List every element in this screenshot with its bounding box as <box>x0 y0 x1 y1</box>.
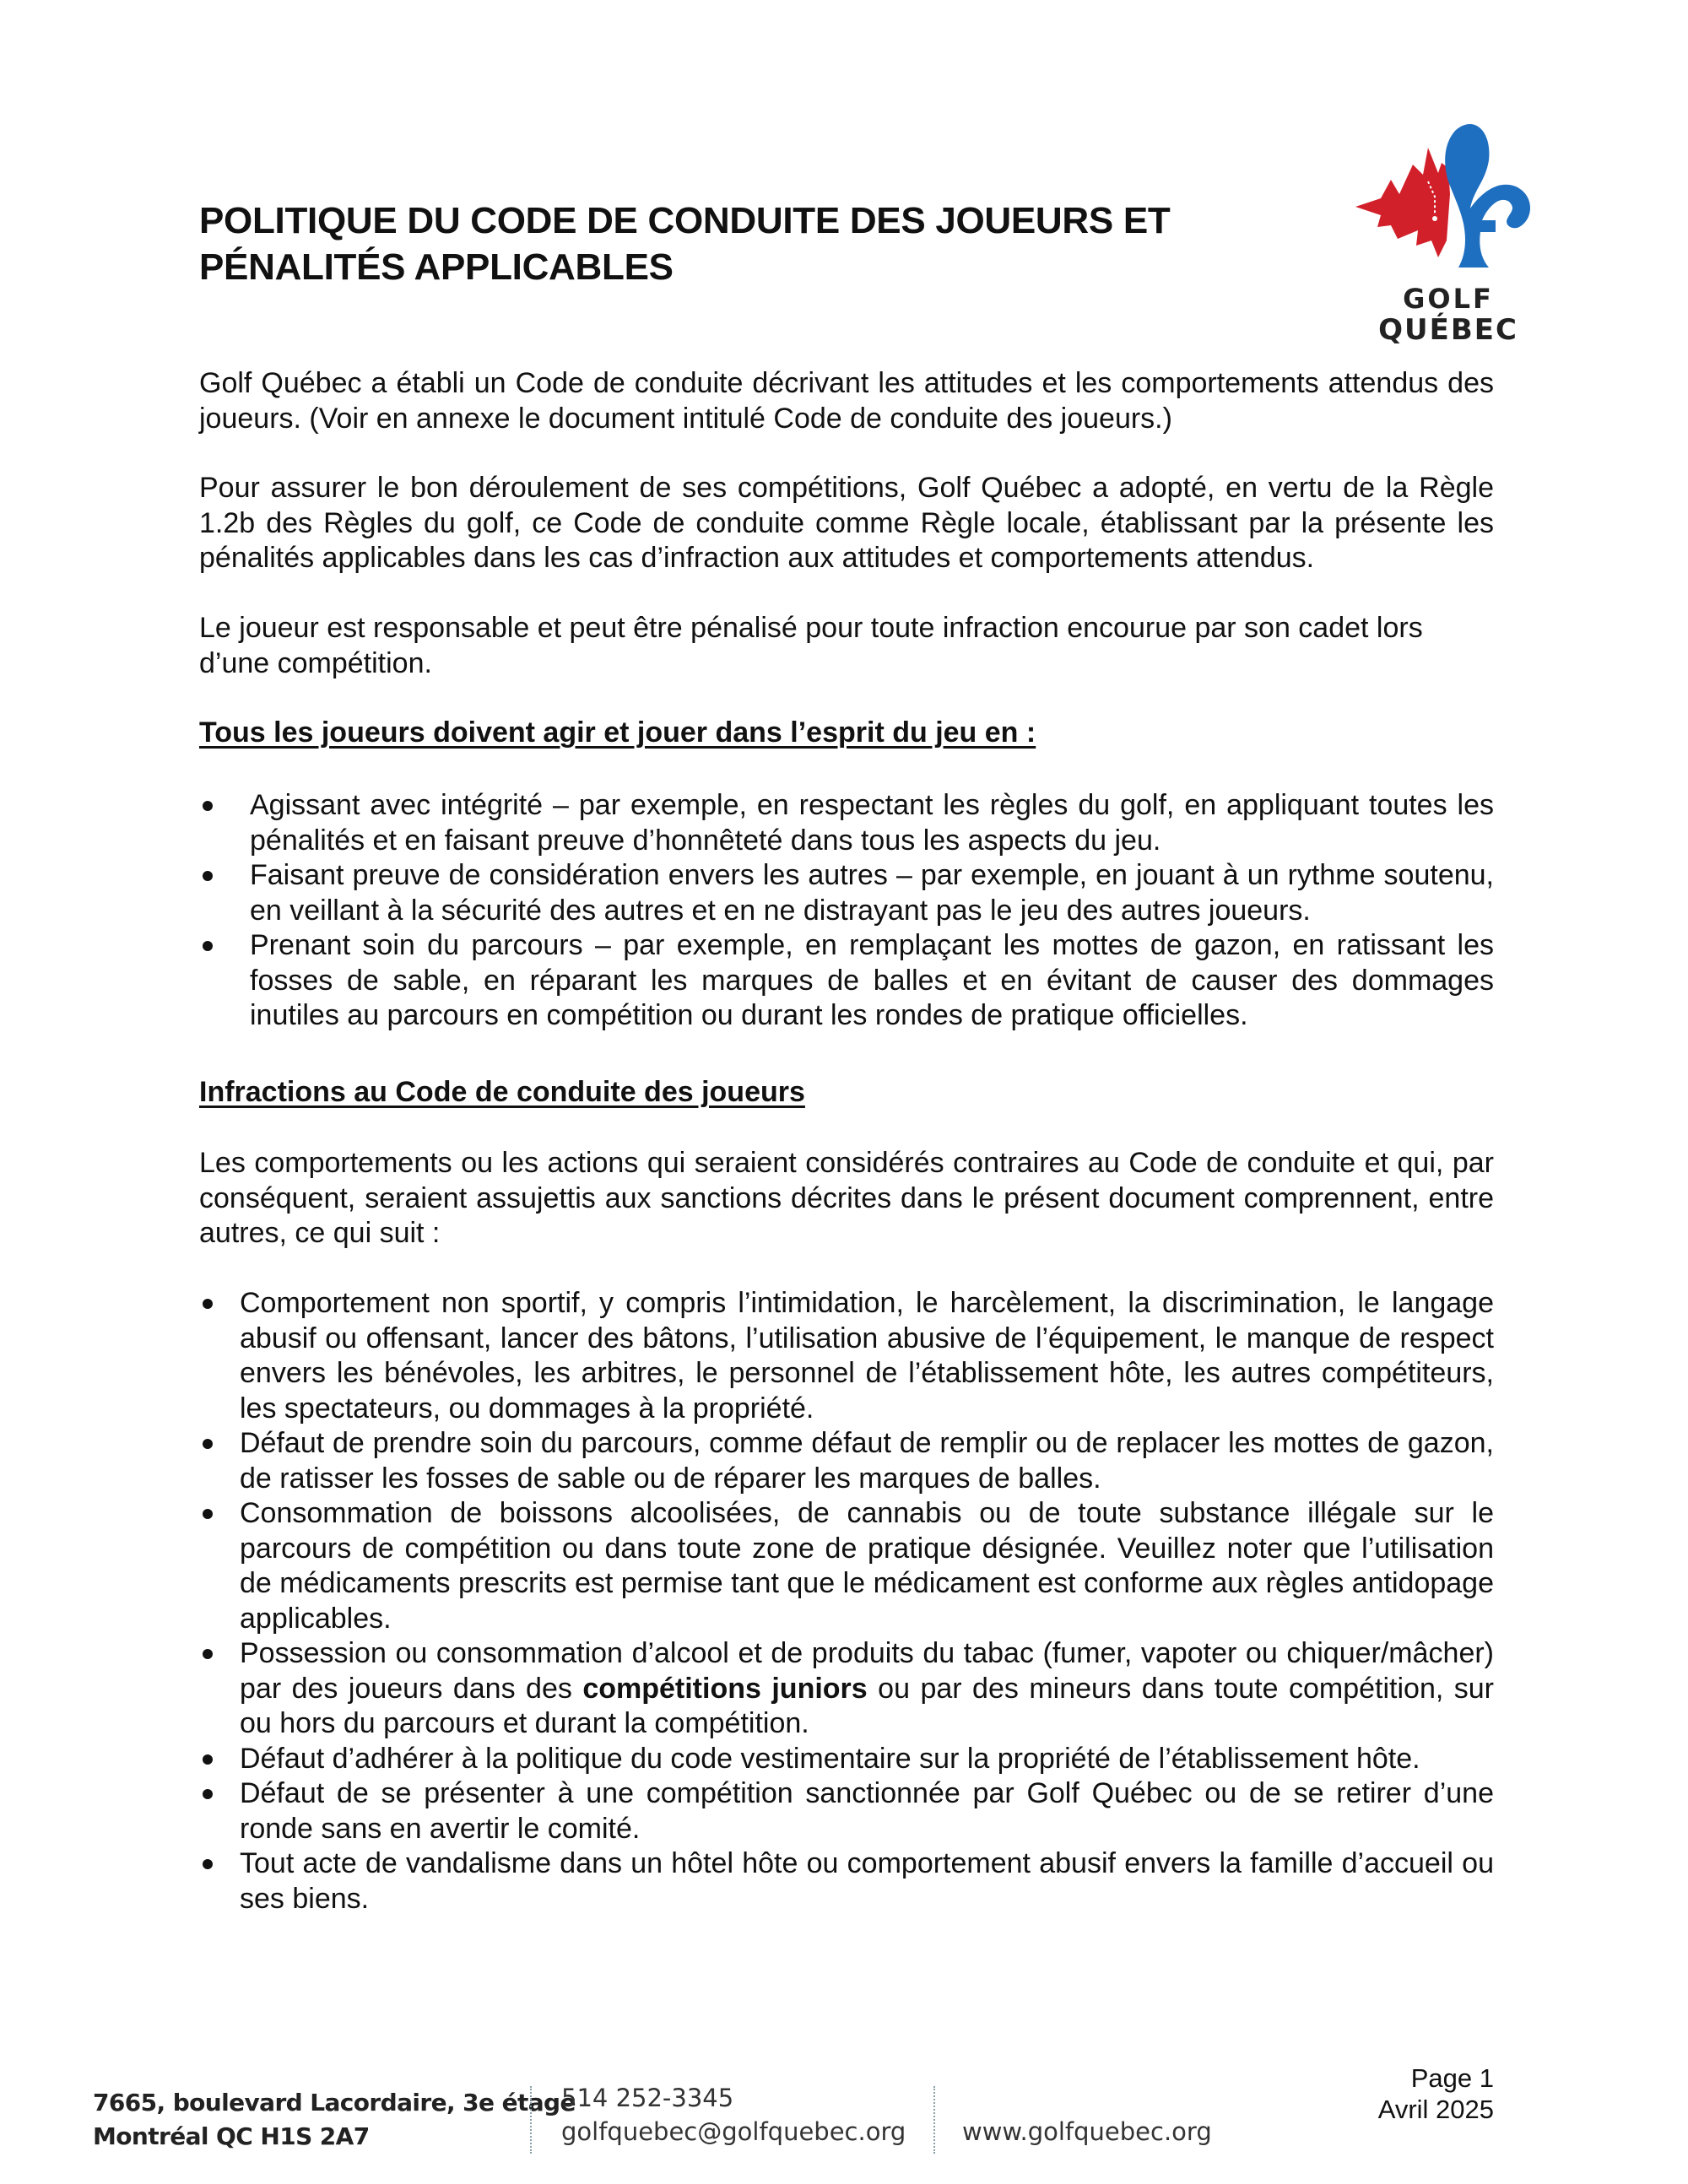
intro-text-3: Le joueur est responsable et peut être pénalisé pour toute infraction encourue par son cadet lors d’une compétition. <box>199 612 1423 679</box>
infractions-intro <box>199 1146 1494 1251</box>
footer-website-link[interactable]: www.golfquebec.org <box>962 2117 1212 2146</box>
list-item: Défaut de prendre soin du parcours, comme défaut de remplir ou de replacer les mottes de gazon, de ratisser les fosses de sable ou de réparer les marques de balles. <box>199 1426 1494 1496</box>
document-date: Avril 2025 <box>1377 2095 1494 2124</box>
address-line-1: 7665, boulevard Lacordaire, 3e étage <box>93 2089 576 2116</box>
bullet-icon <box>203 1509 213 1519</box>
list-item: Agissant avec intégrité – par exemple, en respectant les règles du golf, en appliquant toutes les pénalités et en faisant preuve d’honnêteté dans tous les aspects du jeu. <box>199 788 1494 858</box>
list-item: Comportement non sportif, y compris l’intimidation, le harcèlement, la discrimination, le langage abusif ou offensant, lancer des bâtons, l’utilisation abusive de l’équipement, le manque de respect envers les bénévoles, les arbitres, le personnel de l’établissement hôte, les autres compétiteurs, les spectateurs, ou dommages à la propriété. <box>199 1286 1494 1426</box>
infractions-bullet-list <box>199 1286 1494 1916</box>
section-heading-infractions <box>199 1075 1494 1111</box>
list-item: Tout acte de vandalisme dans un hôtel hôte ou comportement abusif envers la famille d’accueil ou ses biens. <box>199 1846 1494 1916</box>
footer-address <box>93 2086 576 2154</box>
intro-text-1: Golf Québec a établi un Code de conduite décrivant les attitudes et les comportements attendus des joueurs. (Voir en annexe le document intitulé Code de conduite des joueurs.) <box>199 367 1494 435</box>
intro-paragraph-3 <box>199 611 1494 681</box>
golf-quebec-logo <box>1347 114 1550 350</box>
bullet-icon <box>203 941 213 951</box>
bullet-icon <box>203 801 213 811</box>
intro-paragraph-1 <box>199 366 1494 436</box>
logo-text-golf: GOLF <box>1403 283 1494 315</box>
maple-leaf-fleur-de-lis-icon <box>1347 114 1550 283</box>
bullet-icon <box>203 1439 213 1449</box>
list-item: Défaut de se présenter à une compétition sanctionnée par Golf Québec ou de se retirer d’une ronde sans en avertir le comité. <box>199 1776 1494 1846</box>
list-item: Consommation de boissons alcoolisées, de cannabis ou de toute substance illégale sur le parcours de compétition ou dans toute zone de pratique désignée. Veuillez noter que l’utilisation de médicaments prescrits est permise tant que le médicament est conforme aux règles antidopage applicables. <box>199 1496 1494 1636</box>
bold-emphasis: compétitions juniors <box>582 1672 868 1705</box>
footer-contact <box>561 2081 906 2149</box>
footer-email-link[interactable]: golfquebec@golfquebec.org <box>561 2117 906 2146</box>
footer-phone: 514 252-3345 <box>561 2084 734 2112</box>
bullet-icon <box>203 1789 213 1799</box>
spirit-bullet-list <box>199 788 1494 1034</box>
title-line-1: POLITIQUE DU CODE DE CONDUITE DES JOUEURS ET <box>199 200 1171 241</box>
address-line-2: Montréal QC H1S 2A7 <box>93 2122 370 2150</box>
infractions-intro-text: Les comportements ou les actions qui seraient considérés contraires au Code de conduite et qui, par conséquent, seraient assujettis aux sanctions décrites dans le présent document comprennent, entre autres, ce qui suit : <box>199 1147 1494 1249</box>
page-number: Page 1 <box>1410 2063 1494 2093</box>
bullet-icon <box>203 1649 213 1659</box>
intro-paragraph-2 <box>199 471 1494 576</box>
section1-heading: Tous les joueurs doivent agir et jouer dans l’esprit du jeu en : <box>199 716 1036 749</box>
footer-divider <box>933 2086 935 2154</box>
list-item: Possession ou consommation d’alcool et de produits du tabac (fumer, vapoter ou chiquer/mâcher) par des joueurs dans des compétitions juniors ou par des mineurs dans toute compétition, sur ou hors du parcours et durant la compétition. <box>199 1636 1494 1742</box>
bullet-icon <box>203 1859 213 1869</box>
page-title <box>199 197 1296 290</box>
list-item: Défaut d’adhérer à la politique du code vestimentaire sur la propriété de l’établissement hôte. <box>199 1742 1494 1777</box>
list-item: Prenant soin du parcours – par exemple, en remplaçant les mottes de gazon, en ratissant les fosses de sable, en réparant les marques de balles et en évitant de causer des dommages inutiles au parcours en compétition ou durant les rondes de pratique officielles. <box>199 928 1494 1034</box>
intro-text-2: Pour assurer le bon déroulement de ses compétitions, Golf Québec a adopté, en vertu de la Règle 1.2b des Règles du golf, ce Code de conduite comme Règle locale, établissant par la présente les pénalités applicables dans les cas d’infraction aux attitudes et comportements attendus. <box>199 472 1494 574</box>
bullet-icon <box>203 1299 213 1309</box>
page-footer-info <box>1317 2062 1494 2125</box>
footer-divider <box>530 2086 532 2154</box>
bullet-icon <box>203 1754 213 1765</box>
title-line-2: PÉNALITÉS APPLICABLES <box>199 246 674 288</box>
section-heading-spirit <box>199 716 1494 751</box>
section2-heading: Infractions au Code de conduite des joueurs <box>199 1076 805 1108</box>
bullet-icon <box>203 871 213 881</box>
list-item: Faisant preuve de considération envers les autres – par exemple, en jouant à un rythme soutenu, en veillant à la sécurité des autres et en ne distrayant pas le jeu des autres joueurs. <box>199 858 1494 928</box>
logo-text-quebec: QUÉBEC <box>1378 313 1518 347</box>
